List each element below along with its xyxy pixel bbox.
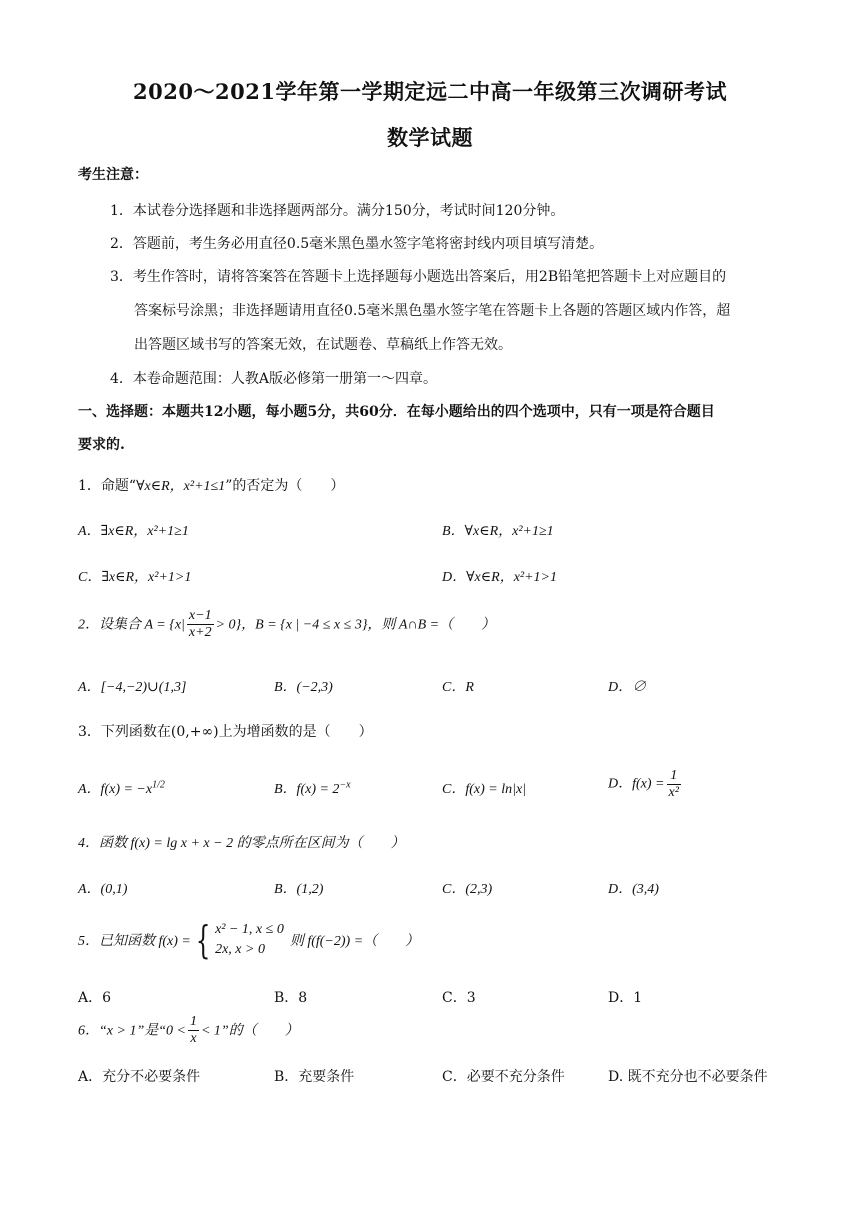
notice-item-1: 1．本试卷分选择题和非选择题两部分。满分150分，考试时间120分钟。 [110, 203, 565, 219]
q3-option-b-base: B．f(x) = 2 [274, 782, 340, 797]
q3-option-d [608, 768, 683, 801]
q1-option-d: D．∀x∈R，x²+1>1 [442, 570, 557, 585]
q6-stem-suffix: < 1”的（ ） [200, 1023, 299, 1039]
question-1-stem [78, 475, 344, 495]
q1-option-b: B．∀x∈R，x²+1≥1 [442, 524, 554, 539]
question-6-stem [78, 1014, 299, 1047]
q4-option-c: C．(2,3) [442, 882, 493, 897]
q1-option-c: C．∃x∈R，x²+1>1 [78, 570, 192, 585]
q5-stem-suffix: 则 f(f(−2)) =（ ） [289, 934, 420, 949]
q1-stem-math: ∀x∈R，x²+1≤1 [136, 479, 226, 494]
q5-option-c: C．3 [442, 990, 476, 1006]
notice-item-4: 4．本卷命题范围：人教A版必修第一册第一～四章。 [110, 371, 438, 387]
q5-case-2: 2x, x > 0 [215, 942, 265, 957]
q2-option-c: C．R [442, 680, 474, 695]
notice-item-3: 3．考生作答时，请将答案答在答题卡上选择题每小题选出答案后，用2B铅笔把答题卡上对应题目的 [110, 269, 727, 285]
notice-label: 考生注意： [78, 167, 148, 183]
q6-denominator: x [190, 1031, 197, 1046]
q5-case-1: x² − 1, x ≤ 0 [215, 922, 284, 937]
q2-numerator: x−1 [188, 608, 212, 623]
question-3-stem: 3．下列函数在(0,+∞)上为增函数的是（ ） [78, 724, 373, 740]
exam-title: 2020～2021学年第一学期定远二中高一年级第三次调研考试 [133, 79, 727, 104]
q4-option-a: A．(0,1) [78, 882, 128, 897]
q5-option-d: D．1 [608, 990, 643, 1006]
q5-piecewise [215, 920, 284, 960]
section-heading-cont: 要求的. [78, 437, 125, 453]
q3-option-b-exponent: −x [339, 779, 351, 791]
q5-option-b: B．8 [274, 990, 308, 1006]
q3-option-a-base: A．f(x) = −x [78, 782, 153, 797]
q6-option-a: A．充分不必要条件 [78, 1069, 201, 1085]
q3-option-d-prefix: D．f(x) = [608, 776, 665, 792]
q3-option-d-numerator: 1 [667, 768, 681, 785]
q3-option-a [78, 778, 165, 798]
q3-option-d-denominator: x² [668, 785, 679, 800]
q1-option-a: A．∃x∈R，x²+1≥1 [78, 524, 189, 539]
q6-option-b: B．充要条件 [274, 1069, 355, 1085]
q4-option-b: B．(1,2) [274, 882, 324, 897]
q5-stem-prefix: 5．已知函数 f(x) = [78, 934, 191, 949]
q6-stem-prefix: 6．“x > 1”是“0 < [78, 1023, 186, 1039]
notice-item-2: 2．答题前，考生务必用直径0.5毫米黑色墨水签字笔将密封线内项目填写清楚。 [110, 236, 604, 252]
section-heading: 一、选择题：本题共12小题，每小题5分，共60分．在每小题给出的四个选项中，只有一项是符合题目 [78, 404, 715, 420]
q3-option-c: C．f(x) = ln|x| [442, 782, 527, 797]
q2-option-a: A．[−4,−2)∪(1,3] [78, 680, 187, 695]
question-2-stem [78, 608, 495, 641]
q3-option-b [274, 778, 351, 798]
q5-option-a: A．6 [78, 990, 112, 1006]
q2-option-b: B．(−2,3) [274, 680, 333, 695]
q2-stem-prefix: 2．设集合 A = {x| [78, 617, 185, 633]
q6-fraction [188, 1014, 199, 1047]
q2-denominator: x+2 [188, 625, 212, 640]
q6-option-c: C．必要不充分条件 [442, 1069, 565, 1085]
exam-subtitle: 数学试题 [387, 125, 473, 150]
piecewise-brace: { [195, 918, 211, 962]
q4-option-d: D．(3,4) [608, 882, 659, 897]
q1-stem-prefix: 1．命题“ [78, 478, 137, 494]
q6-numerator: 1 [189, 1014, 197, 1029]
q1-stem-suffix: ”的否定为（ ） [225, 478, 345, 494]
q6-option-d: D. 既不充分也不必要条件 [608, 1069, 768, 1085]
q2-fraction [187, 608, 214, 641]
question-5-stem [78, 920, 419, 960]
question-4-stem: 4．函数 f(x) = lg x + x − 2 的零点所在区间为（ ） [78, 836, 405, 851]
notice-item-3-cont-2: 出答题区域书写的答案无效，在试题卷、草稿纸上作答无效。 [134, 337, 512, 353]
q2-option-d: D．∅ [608, 680, 647, 695]
q2-stem-suffix: > 0}，B = {x | −4 ≤ x ≤ 3}，则 A∩B =（ ） [215, 617, 496, 633]
notice-item-3-cont-1: 答案标号涂黑；非选择题请用直径0.5毫米黑色墨水签字笔在答题卡上各题的答题区域内作答，超 [134, 303, 731, 319]
q3-option-d-fraction [667, 768, 681, 801]
q3-option-a-exponent: 1/2 [152, 779, 165, 791]
